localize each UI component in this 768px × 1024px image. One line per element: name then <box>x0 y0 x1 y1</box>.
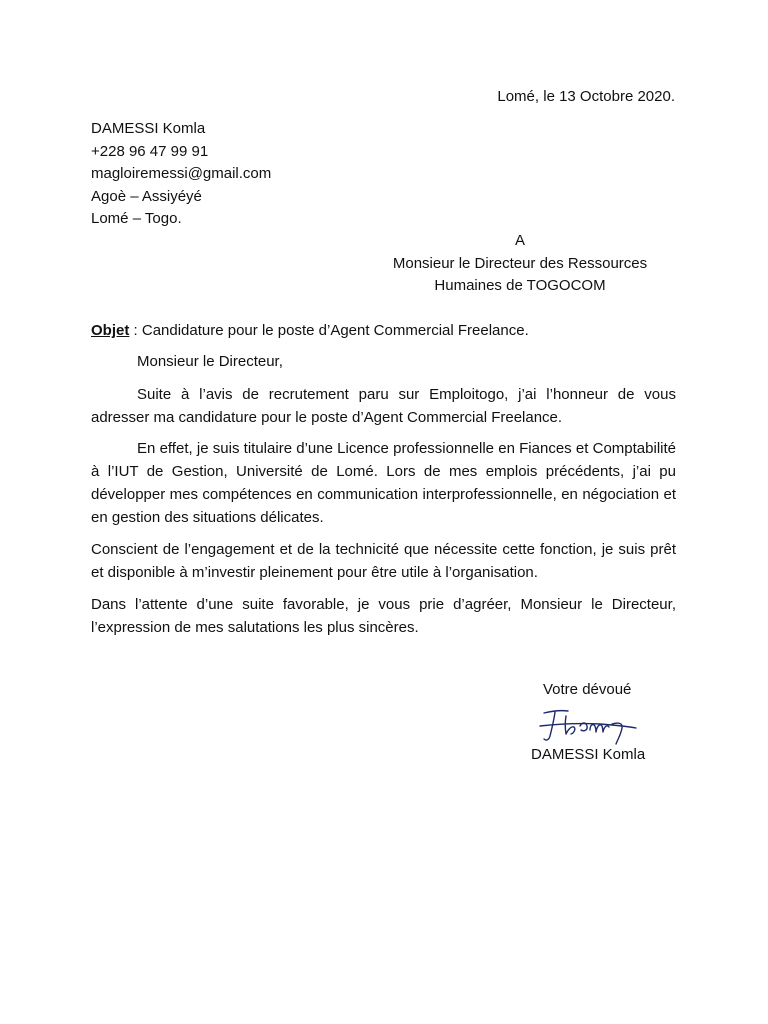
recipient-block <box>340 230 700 298</box>
sender-block <box>91 118 271 231</box>
subject-line <box>91 320 529 342</box>
body-paragraph: Suite à l’avis de recrutement paru sur Emploitogo, j’ai l’honneur de vous adresser ma candidature pour le poste d’Agent Commercial Freelance. <box>91 386 676 426</box>
sender-address-line-2: Lomé – Togo. <box>91 210 182 227</box>
sender-phone: +228 96 47 99 91 <box>91 142 209 160</box>
subject-text: Candidature pour le poste d’Agent Commercial Freelance. <box>141 322 529 339</box>
sender-address-line-1: Agoè – Assiyéyé <box>91 187 202 205</box>
body-paragraph: Conscient de l’engagement et de la technicité que nécessite cette fonction, je suis prêt et disponible à m’investir pleinement pour être utile à l’organisation. <box>91 541 676 581</box>
body-paragraph: Dans l’attente d’une suite favorable, je vous prie d’agréer, Monsieur le Directeur, l’expression de mes salutations les plus sincères. <box>91 596 676 636</box>
recipient-line-1: Monsieur le Directeur des Ressources <box>392 254 648 272</box>
letter-date: Lomé, le 13 Octobre 2020. <box>497 88 675 105</box>
sender-email: magloiremessi@gmail.com <box>91 165 272 182</box>
sender-name: DAMESSI Komla <box>91 120 206 137</box>
subject-label: Objet <box>91 322 130 339</box>
recipient-prefix: A <box>514 232 525 249</box>
signature-name: DAMESSI Komla <box>531 746 646 763</box>
recipient-line-2: Humaines de TOGOCOM <box>434 277 606 294</box>
salutation: Monsieur le Directeur, <box>137 353 283 370</box>
subject-separator: : <box>129 322 142 339</box>
handwritten-signature <box>538 706 642 746</box>
body-paragraph: En effet, je suis titulaire d’une Licence professionnelle en Fiances et Comptabilité à l’IUT de Gestion, Université de Lomé. Lors de mes emplois précédents, j’ai pu développer mes compétences en communication interprofessionnelle, en négociation et en gestion des situations délicates. <box>91 440 676 526</box>
closing-line: Votre dévoué <box>543 681 632 698</box>
